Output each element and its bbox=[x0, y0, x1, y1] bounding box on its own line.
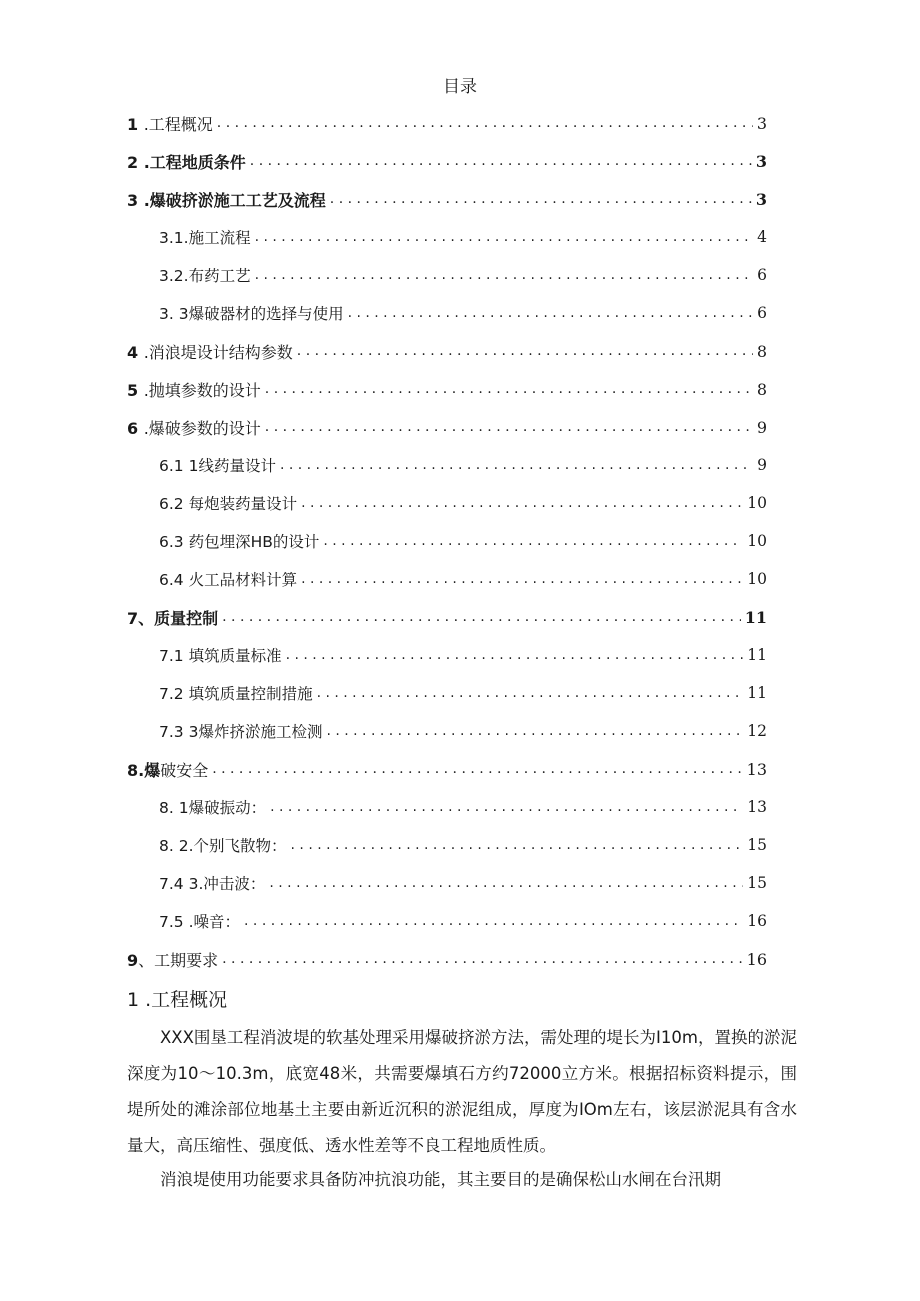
toc-entry-label bbox=[127, 112, 213, 135]
toc-entry[interactable] bbox=[159, 712, 767, 750]
toc-entry-text: .爆破挤淤施工工艺及流程 bbox=[143, 190, 326, 210]
toc-entry-text: 、工期要求 bbox=[138, 950, 219, 970]
toc-entry-text: 8. 1爆破振动： bbox=[159, 799, 267, 817]
toc-entry[interactable] bbox=[127, 370, 767, 408]
toc-entry[interactable] bbox=[127, 332, 767, 370]
toc-leader-dots bbox=[301, 496, 743, 510]
toc-entry-label bbox=[159, 264, 251, 286]
toc-page-number: 9 bbox=[756, 417, 767, 437]
toc-entry-text: 6.1 1线药量设计 bbox=[159, 457, 276, 475]
toc-entry-label bbox=[127, 758, 208, 781]
toc-entry-label bbox=[127, 150, 246, 173]
toc-entry-label bbox=[159, 302, 344, 324]
toc-entry-text: 7.3 3爆炸挤淤施工检测 bbox=[159, 723, 323, 741]
toc-page-number: 10 bbox=[747, 494, 767, 512]
toc-entry-number: 6 bbox=[127, 418, 144, 438]
toc-entry-text: 3.2.布药工艺 bbox=[159, 267, 251, 285]
toc-entry-label bbox=[159, 834, 287, 856]
toc-entry-number: 7 bbox=[127, 608, 139, 628]
toc-entry-label bbox=[127, 606, 218, 629]
toc-entry-label bbox=[159, 796, 266, 818]
toc-leader-dots bbox=[250, 154, 752, 168]
toc-entry-label bbox=[159, 682, 313, 704]
toc-entry[interactable] bbox=[127, 180, 767, 218]
toc-entry-text: 3. 3爆破器材的选择与使用 bbox=[159, 305, 344, 323]
toc-leader-dots bbox=[212, 762, 742, 776]
toc-entry-number: 5 bbox=[127, 380, 144, 400]
toc-entry-label bbox=[159, 720, 322, 742]
toc-entry[interactable] bbox=[159, 788, 767, 826]
toc-entry-text: 破安全 bbox=[160, 760, 209, 780]
table-of-contents bbox=[0, 104, 920, 978]
toc-leader-dots bbox=[244, 914, 743, 928]
toc-page-number: 8 bbox=[756, 379, 767, 399]
toc-entry[interactable] bbox=[159, 826, 767, 864]
toc-leader-dots bbox=[265, 382, 753, 396]
section-heading: 1 .工程概况 bbox=[127, 989, 228, 1011]
toc-entry-label bbox=[159, 644, 282, 666]
toc-leader-dots bbox=[348, 306, 753, 320]
toc-page-number: 3 bbox=[756, 113, 767, 133]
toc-entry[interactable] bbox=[159, 522, 767, 560]
toc-leader-dots bbox=[326, 724, 743, 738]
toc-page-number: 6 bbox=[757, 266, 767, 284]
toc-entry-text: .工程概况 bbox=[143, 114, 213, 134]
toc-entry[interactable] bbox=[127, 598, 767, 636]
toc-entry-label bbox=[159, 226, 251, 248]
toc-entry[interactable] bbox=[159, 902, 767, 940]
toc-page-number: 13 bbox=[746, 759, 767, 779]
toc-entry-text: 、质量控制 bbox=[138, 608, 219, 628]
toc-entry-label bbox=[127, 948, 218, 971]
toc-entry[interactable] bbox=[159, 294, 767, 332]
toc-entry-number: 1 bbox=[127, 114, 144, 134]
toc-entry-text: 7.5 .噪音： bbox=[159, 913, 241, 931]
toc-entry-text: .消浪堤设计结构参数 bbox=[143, 342, 293, 362]
toc-leader-dots bbox=[291, 838, 744, 852]
toc-entry-text: 7.4 3.冲击波： bbox=[159, 875, 266, 893]
body-paragraph: 消浪堤使用功能要求具备防冲抗浪功能，其主要目的是确保松山水闸在台汛期 bbox=[160, 1170, 721, 1189]
toc-page-number: 11 bbox=[747, 646, 767, 664]
toc-entry-label bbox=[127, 416, 261, 439]
toc-leader-dots bbox=[297, 344, 753, 358]
toc-page-number: 9 bbox=[757, 456, 767, 474]
toc-leader-dots bbox=[255, 230, 753, 244]
toc-leader-dots bbox=[255, 268, 753, 282]
toc-title: 目录 bbox=[443, 77, 477, 97]
toc-entry-number: 8.爆 bbox=[127, 760, 161, 780]
toc-page-number: 4 bbox=[757, 228, 767, 246]
toc-page-number: 11 bbox=[747, 684, 767, 702]
toc-entry-text: 6.4 火工品材料计算 bbox=[159, 571, 298, 589]
toc-entry-number: 3 bbox=[127, 190, 144, 210]
toc-entry-label bbox=[159, 530, 319, 552]
toc-leader-dots bbox=[222, 952, 742, 966]
toc-entry-label bbox=[159, 872, 265, 894]
toc-leader-dots bbox=[269, 876, 743, 890]
toc-page-number: 15 bbox=[747, 874, 767, 892]
toc-page-number: 11 bbox=[744, 607, 767, 627]
toc-leader-dots bbox=[270, 800, 743, 814]
toc-entry-label bbox=[159, 568, 297, 590]
toc-entry[interactable] bbox=[159, 674, 767, 712]
toc-page-number: 3 bbox=[755, 151, 767, 171]
toc-entry-text: 6.3 药包埋深HB的设计 bbox=[159, 533, 320, 551]
toc-page-number: 3 bbox=[755, 189, 767, 209]
toc-entry-text: .爆破参数的设计 bbox=[143, 418, 261, 438]
toc-entry-label bbox=[127, 378, 261, 401]
toc-entry[interactable] bbox=[159, 256, 767, 294]
toc-entry[interactable] bbox=[159, 560, 767, 598]
toc-leader-dots bbox=[301, 572, 743, 586]
toc-page-number: 12 bbox=[747, 722, 767, 740]
toc-entry-text: 3.1.施工流程 bbox=[159, 229, 251, 247]
toc-entry[interactable] bbox=[127, 750, 767, 788]
toc-leader-dots bbox=[217, 116, 753, 130]
toc-page-number: 16 bbox=[747, 912, 767, 930]
toc-entry-text: 7.2 填筑质量控制措施 bbox=[159, 685, 313, 703]
toc-entry-label bbox=[127, 340, 293, 363]
toc-page-number: 15 bbox=[747, 836, 767, 854]
toc-entry-number: 4 bbox=[127, 342, 144, 362]
toc-entry[interactable] bbox=[127, 142, 767, 180]
toc-page-number: 10 bbox=[747, 532, 767, 550]
toc-entry[interactable] bbox=[127, 940, 767, 978]
toc-page-number: 10 bbox=[747, 570, 767, 588]
toc-entry-label bbox=[159, 492, 297, 514]
toc-leader-dots bbox=[317, 686, 744, 700]
toc-entry[interactable] bbox=[159, 636, 767, 674]
toc-leader-dots bbox=[280, 458, 753, 472]
toc-leader-dots bbox=[323, 534, 743, 548]
body-paragraph: XXX围垦工程消波堤的软基处理采用爆破挤淤方法，需处理的堤长为I10m，置换的淤泥深度为10～10.3m，底宽48米，共需要爆填石方约72000立方米。根据招标资料提示，围堤所处的滩涂部位地基土主要由新近沉积的淤泥组成，厚度为IOm左右，该层淤泥具有含水量大，高压缩性、强度低、透水性差等不良工程地质性质。 bbox=[127, 1028, 797, 1155]
toc-leader-dots bbox=[222, 610, 741, 624]
toc-entry-text: 6.2 每炮装药量设计 bbox=[159, 495, 298, 513]
toc-entry-label bbox=[159, 454, 276, 476]
toc-entry[interactable] bbox=[159, 864, 767, 902]
toc-page-number: 8 bbox=[756, 341, 767, 361]
toc-entry-text: 7.1 填筑质量标准 bbox=[159, 647, 282, 665]
toc-page-number: 16 bbox=[746, 949, 767, 969]
toc-leader-dots bbox=[330, 192, 752, 206]
toc-leader-dots bbox=[286, 648, 744, 662]
toc-entry[interactable] bbox=[159, 484, 767, 522]
toc-entry[interactable] bbox=[159, 218, 767, 256]
toc-entry-label bbox=[159, 910, 240, 932]
toc-entry[interactable] bbox=[159, 446, 767, 484]
toc-entry-number: 2 bbox=[127, 152, 144, 172]
toc-entry-text: .抛填参数的设计 bbox=[143, 380, 261, 400]
toc-entry-number: 9 bbox=[127, 950, 139, 970]
toc-entry-label bbox=[127, 188, 326, 211]
toc-entry-text: .工程地质条件 bbox=[143, 152, 246, 172]
toc-leader-dots bbox=[265, 420, 753, 434]
toc-page-number: 6 bbox=[757, 304, 767, 322]
toc-entry[interactable] bbox=[127, 408, 767, 446]
toc-entry[interactable] bbox=[127, 104, 767, 142]
toc-entry-text: 8. 2.个别飞散物： bbox=[159, 837, 287, 855]
toc-page-number: 13 bbox=[747, 798, 767, 816]
